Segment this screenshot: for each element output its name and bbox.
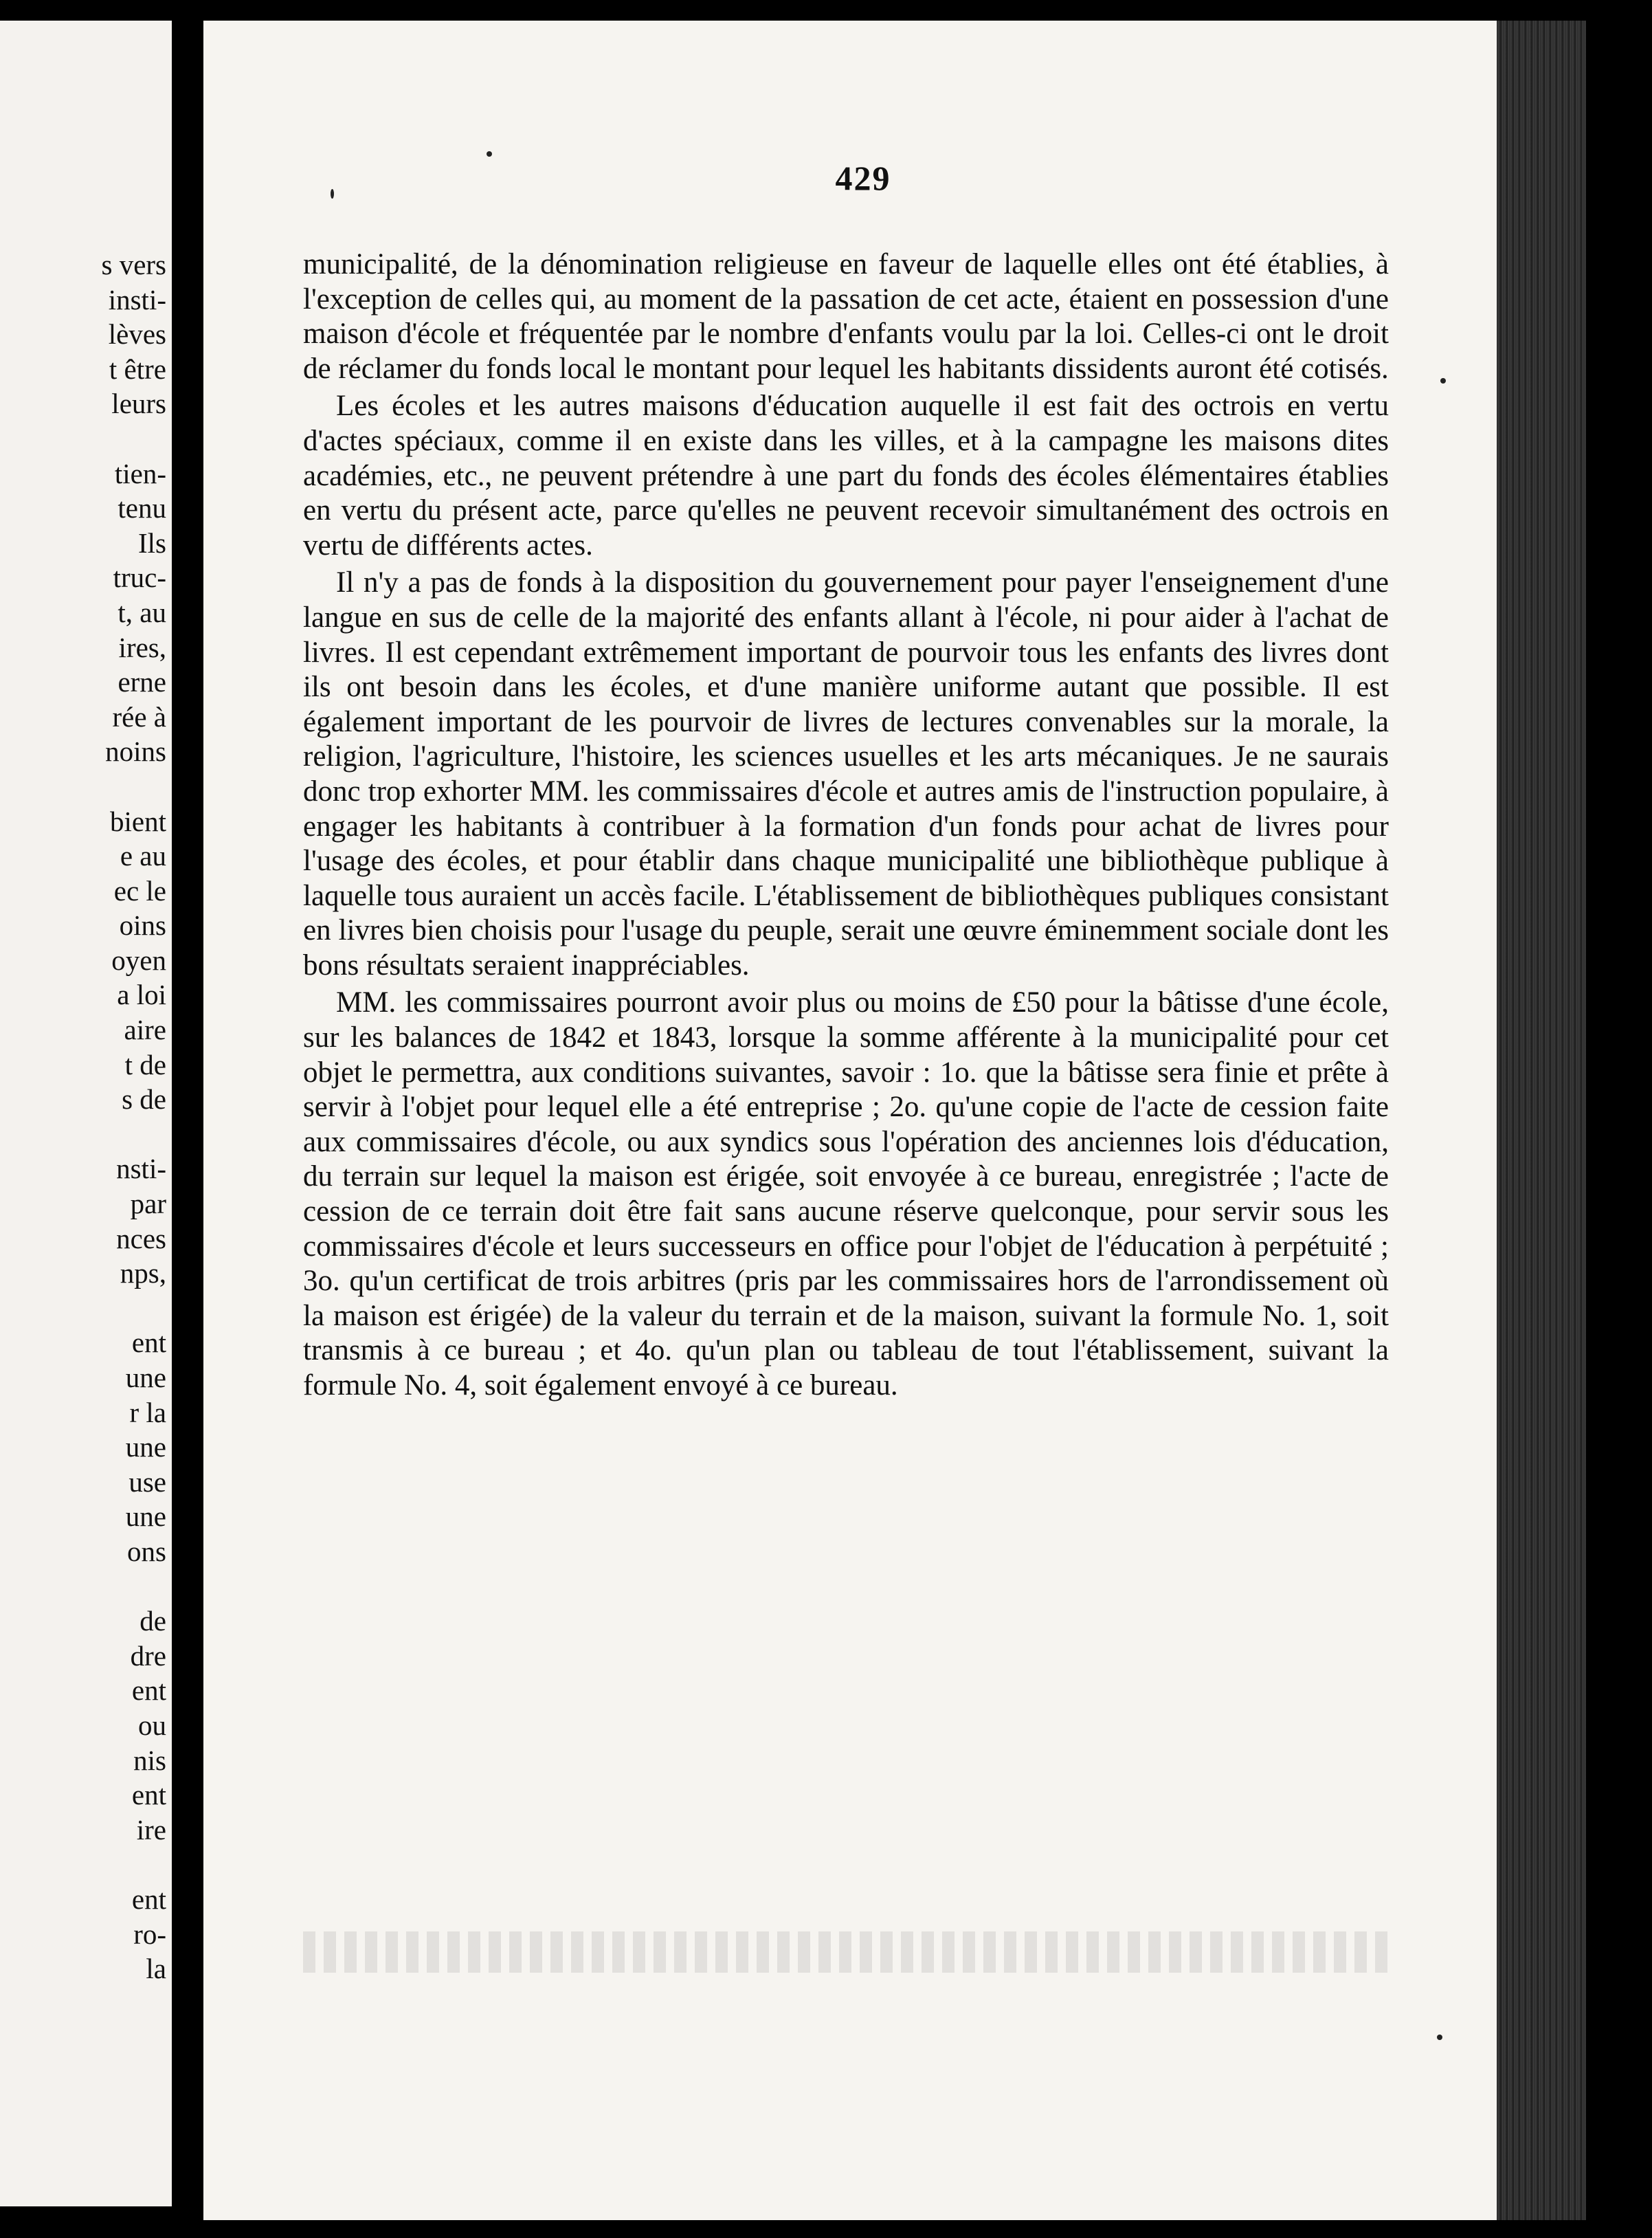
previous-page-line: nis: [133, 1744, 166, 1776]
paragraph-2: Les écoles et les autres maisons d'éducation auquelle il est fait des octrois en vertu d'actes spéciaux, comme il en existe dans les villes, et à la campagne les maisons dites académies, etc., ne peuvent prétendre à une part du fonds des écoles élémentaires établies en vertu du présent acte, parce qu'elles ne peuvent recevoir simultanément des octrois en vertu de différents actes.: [303, 390, 1389, 562]
previous-page-line: r la: [129, 1396, 166, 1428]
previous-page-line: ro-: [133, 1918, 166, 1950]
book-page: [203, 21, 1586, 2220]
previous-page-line: ou: [138, 1709, 166, 1741]
show-through-text: [303, 1931, 1389, 1973]
ink-speck: [1437, 2035, 1442, 2040]
previous-page-line: t de: [124, 1048, 166, 1081]
previous-page-line: rée à: [112, 700, 166, 733]
previous-page-line: ire: [136, 1813, 166, 1846]
previous-page-line: t être: [109, 353, 166, 385]
previous-page-line: une: [125, 1362, 166, 1393]
previous-page-line: par: [130, 1188, 166, 1220]
previous-page-line: ent: [131, 1883, 166, 1915]
previous-page-line: [0, 1847, 172, 1882]
page-gutter: [172, 0, 203, 2238]
page-body-text: [303, 247, 1389, 1404]
page-stack-edge: [1497, 21, 1586, 2220]
previous-page-line: dre: [130, 1639, 166, 1672]
previous-page-line: truc-: [113, 562, 166, 594]
previous-page-line: use: [129, 1465, 166, 1498]
page-number: 429: [835, 159, 891, 197]
paragraph-3: Il n'y a pas de fonds à la disposition du gouvernement pour payer l'enseignement d'une langue en sus de celle de la majorité des enfants allant à l'école, ni pour aider à l'achat de livres. Il est cependant extrêmement important de pourvoir tous les enfants des livres dont ils ont besoin dans les écoles, et d'une manière uniforme autant que possible. Il est également important de les pourvoir de livres de lectures convenables sur la morale, la religion, l'agriculture, l'histoire, les sciences usuelles et les arts mécaniques. Je ne saurais donc trop exhorter MM. les commissaires d'école et autres amis de l'instruction populaire, à engager les habitants à contribuer à la formation d'un fonds pour achat de livres pour l'usage des écoles, et pour établir dans chaque municipalité une bibliothèque publique à laquelle tous auraient un accès facile. L'établissement de bibliothèques publiques consistant en livres bien choisis pour l'usage du peuple, serait une œuvre éminemment sociale dont les bons résultats seraient inappréciables.: [303, 566, 1389, 982]
paragraph-1: municipalité, de la dénomination religieuse en faveur de laquelle elles ont été établies, à l'exception de celles qui, au moment de la passation de cet acte, étaient en possession d'une maison d'école et fréquentée par le nombre d'enfants voulu par la loi. Celles-ci ont le droit de réclamer du fonds local le montant pour lequel les habitants dissidents auront été cotisés.: [303, 248, 1389, 385]
previous-page-line: de: [139, 1605, 166, 1637]
previous-page-line: bient: [110, 805, 166, 837]
previous-page-line: s de: [122, 1083, 166, 1116]
previous-page-line: tien-: [114, 457, 166, 489]
previous-page-line: une: [125, 1431, 166, 1463]
previous-page-line: e au: [120, 840, 166, 872]
previous-page-line: erne: [118, 666, 166, 698]
ink-speck: [331, 189, 334, 199]
previous-page-line: [0, 421, 172, 456]
previous-page-line: [0, 1117, 172, 1152]
previous-page-line: aire: [124, 1014, 166, 1046]
previous-page-line: ires,: [118, 631, 166, 663]
previous-page-line: oins: [119, 909, 166, 942]
previous-page-line: ons: [127, 1535, 166, 1567]
previous-page-line: t, au: [118, 596, 166, 628]
ink-speck: [487, 151, 492, 157]
previous-page-line: ent: [131, 1779, 166, 1811]
previous-page-line: lèves: [108, 318, 166, 351]
previous-page-line: oyen: [111, 944, 166, 976]
previous-page-line: s vers: [101, 249, 166, 280]
previous-page-line: nsti-: [116, 1153, 166, 1185]
previous-page-edge: [0, 21, 172, 2206]
paragraph-4: MM. les commissaires pourront avoir plus ou moins de £50 pour la bâtisse d'une école, sur les balances de 1842 et 1843, lorsque la somme afférente à la municipalité pour cet objet le permettra, aux conditions suivantes, savoir : 1o. que la bâtisse sera finie et prête à servir à l'objet pour lequel elle a été entreprise ; 2o. qu'une copie de l'acte de cession faite aux commissaires d'école, ou aux syndics sous l'opération des anciennes lois d'éducation, du terrain sur lequel la maison est érigée, soit envoyée à ce bureau, enregistrée ; l'acte de cession de ce terrain doit être fait sans aucune réserve quelconque, pour servir sous les commissaires d'école et leurs successeurs en office pour l'objet de l'éducation à perpétuité ; 3o. qu'un certificat de trois arbitres (pris par les commissaires hors de l'arrondissement où la maison est érigée) de la valeur du terrain et de la maison, suivant la formule No. 1, soit transmis à ce bureau ; et 4o. qu'un plan ou tableau de tout l'établissement, suivant la formule No. 4, soit également envoyé à ce bureau.: [303, 986, 1389, 1401]
previous-page-line: Ils: [138, 527, 166, 559]
previous-page-line: insti-: [108, 283, 166, 315]
previous-page-line: leurs: [111, 388, 166, 420]
previous-page-line: [0, 1569, 172, 1604]
previous-page-line: une: [125, 1500, 166, 1533]
previous-page-line: [0, 1291, 172, 1326]
previous-page-line: nces: [116, 1222, 166, 1254]
previous-page-line: la: [146, 1953, 166, 1985]
previous-page-line: [0, 769, 172, 804]
previous-page-line: ec le: [113, 874, 166, 907]
previous-page-line: tenu: [118, 492, 166, 524]
previous-page-line: a loi: [117, 979, 166, 1011]
previous-page-line: ent: [131, 1327, 166, 1359]
previous-page-line: nps,: [120, 1257, 166, 1289]
ink-speck: [1440, 378, 1446, 384]
previous-page-line: ent: [131, 1674, 166, 1707]
previous-page-line: noins: [105, 735, 166, 768]
previous-page-text-fragments: [0, 247, 172, 1986]
